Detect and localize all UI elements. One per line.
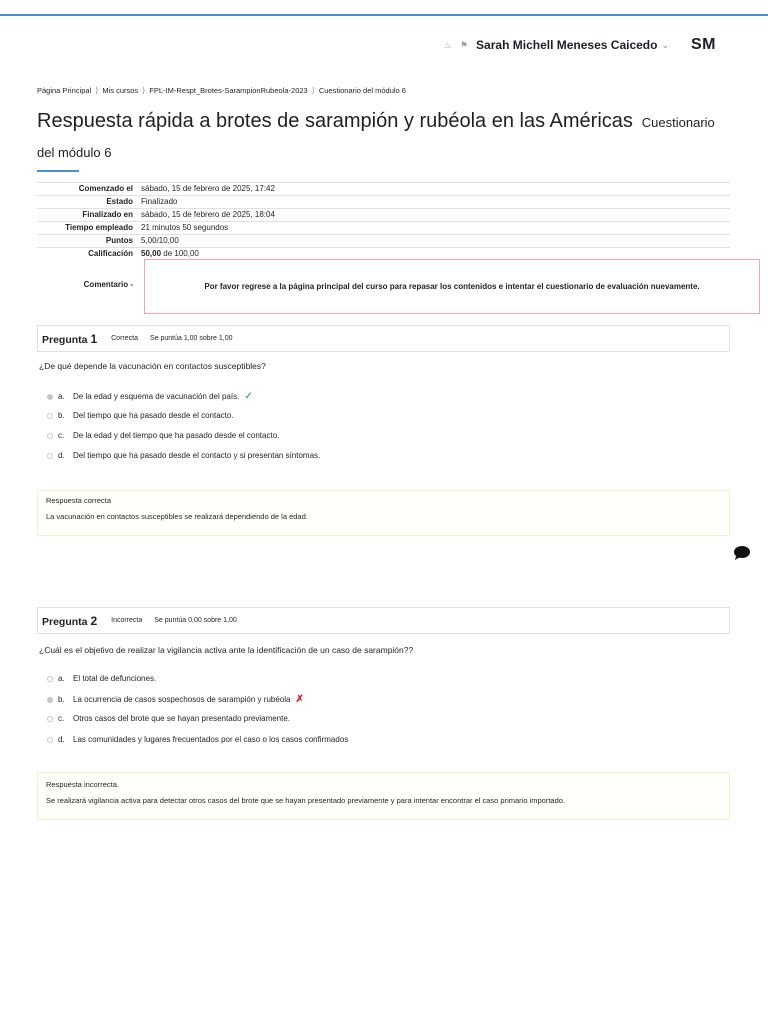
option-letter: d.	[58, 451, 65, 460]
question-number	[42, 614, 97, 628]
summary-value: 5,00/10,00	[137, 235, 730, 248]
comment-label: Comentario -	[83, 280, 133, 289]
answer-option[interactable]	[47, 391, 253, 402]
grade-total: de 100,00	[161, 249, 199, 258]
question-header	[37, 325, 730, 352]
question-text: ¿De qué depende la vacunación en contactos susceptibles?	[39, 361, 266, 371]
question-state: Correcta	[111, 335, 138, 342]
radio-button[interactable]	[47, 453, 53, 459]
breadcrumb-item-quiz[interactable]: Cuestionario del módulo 6	[318, 86, 406, 95]
option-letter: a.	[58, 674, 65, 683]
option-text: Del tiempo que ha pasado desde el contacto.	[73, 411, 234, 420]
comment-text: Por favor regrese a la página principal del curso para repasar los contenidos e intentar el cuestionario de evaluación nuevamente.	[144, 259, 760, 314]
option-text: De la edad y esquema de vacunación del país.	[73, 392, 240, 401]
chevron-right-icon: ⟩	[142, 86, 146, 95]
radio-button[interactable]	[47, 394, 53, 400]
grade-value: 50,00	[141, 249, 162, 258]
feedback-text: Se realizará vigilancia activa para detectar otros casos del brote que se hayan presentado previamente y para intentar encontrar el caso primario importado.	[46, 796, 566, 805]
quiz-title: Cuestionario del módulo 6	[37, 115, 715, 160]
feedback-text: La vacunación en contactos susceptibles se realizará dependiendo de la edad.	[46, 512, 308, 521]
breadcrumb-item-home[interactable]: Página Principal	[37, 86, 92, 95]
answer-option[interactable]	[47, 451, 320, 460]
summary-row	[37, 196, 730, 209]
question-grade: Se puntúa 1,00 sobre 1,00	[149, 335, 233, 342]
answer-option[interactable]	[47, 431, 279, 440]
option-letter: b.	[58, 695, 65, 704]
summary-row	[37, 209, 730, 222]
breadcrumb-item-courses[interactable]: Mis cursos	[102, 86, 139, 95]
question-num: 2	[90, 613, 98, 628]
title-underline	[37, 170, 79, 172]
feedback-box	[37, 490, 730, 536]
summary-key: Tiempo empleado	[37, 222, 137, 235]
question-prefix: Pregunta	[42, 615, 88, 628]
option-letter: d.	[58, 735, 65, 744]
bell-icon[interactable]: ♨	[443, 39, 452, 50]
option-letter: c.	[58, 714, 65, 723]
summary-key: Calificación	[37, 248, 137, 261]
answer-option[interactable]	[47, 735, 348, 744]
user-name[interactable]: Sarah Michell Meneses Caicedo	[476, 38, 658, 52]
answer-option[interactable]	[47, 411, 234, 420]
summary-key: Puntos	[37, 235, 137, 248]
option-letter: a.	[58, 392, 65, 401]
answer-option[interactable]	[47, 694, 304, 705]
breadcrumb	[37, 86, 406, 95]
summary-value: sábado, 15 de febrero de 2025, 17:42	[137, 183, 730, 196]
check-icon: ✓	[244, 391, 253, 402]
question-num: 1	[90, 331, 98, 346]
summary-row	[37, 235, 730, 248]
page-title	[37, 106, 727, 168]
radio-button[interactable]	[47, 737, 53, 743]
top-accent-line	[0, 14, 768, 16]
course-title: Respuesta rápida a brotes de sarampión y rubéola en las Américas	[37, 110, 633, 132]
summary-row	[37, 222, 730, 235]
radio-button[interactable]	[47, 676, 53, 682]
feedback-title: Respuesta incorrecta.	[46, 780, 119, 789]
question-text: ¿Cuál es el objetivo de realizar la vigilancia activa ante la identificación de un caso de sarampión??	[39, 645, 414, 655]
summary-key: Finalizado en	[37, 209, 137, 222]
avatar[interactable]: SM	[691, 36, 716, 53]
option-letter: c.	[58, 431, 65, 440]
option-text: La ocurrencia de casos sospechosos de sarampión y rubéola	[73, 695, 291, 704]
option-letter: b.	[58, 411, 65, 420]
question-prefix: Pregunta	[42, 333, 88, 346]
question-number	[42, 332, 97, 346]
radio-button[interactable]	[47, 697, 53, 703]
chat-icon[interactable]: ⚑	[459, 39, 469, 50]
option-text: Otros casos del brote que se hayan presentado previamente.	[73, 714, 291, 723]
summary-value: Finalizado	[137, 196, 730, 209]
feedback-title: Respuesta correcta	[46, 496, 112, 505]
option-text: El total de defunciones.	[73, 674, 157, 683]
option-text: De la edad y del tiempo que ha pasado desde el contacto.	[73, 431, 280, 440]
chevron-right-icon: ⟩	[311, 86, 315, 95]
summary-row	[37, 183, 730, 196]
radio-button[interactable]	[47, 413, 53, 419]
chat-bubble-icon[interactable]	[733, 545, 751, 566]
comment-row	[37, 259, 730, 314]
feedback-box	[37, 772, 730, 820]
answer-option[interactable]	[47, 714, 290, 723]
user-menu-bar	[444, 36, 716, 54]
question-header	[37, 607, 730, 634]
attempt-summary-table	[37, 182, 730, 260]
chevron-right-icon: ⟩	[95, 86, 99, 95]
summary-value: 21 minutos 50 segundos	[137, 222, 730, 235]
answer-option[interactable]	[47, 674, 156, 683]
cross-icon: ✗	[295, 694, 304, 705]
breadcrumb-item-course[interactable]: FPL-IM-Respt_Brotes-SarampionRubeola-2023	[149, 86, 308, 95]
summary-key: Comenzado el	[37, 183, 137, 196]
radio-button[interactable]	[47, 716, 53, 722]
radio-button[interactable]	[47, 433, 53, 439]
summary-value: sábado, 15 de febrero de 2025, 18:04	[137, 209, 730, 222]
option-text: Las comunidades y lugares frecuentados por el caso o los casos confirmados	[73, 735, 349, 744]
chevron-down-icon[interactable]: ⌄	[661, 39, 669, 50]
option-text: Del tiempo que ha pasado desde el contacto y si presentan síntomas.	[73, 451, 321, 460]
summary-key: Estado	[37, 196, 137, 209]
question-state: Incorrecta	[111, 617, 143, 624]
question-grade: Se puntúa 0,00 sobre 1,00	[154, 617, 237, 624]
